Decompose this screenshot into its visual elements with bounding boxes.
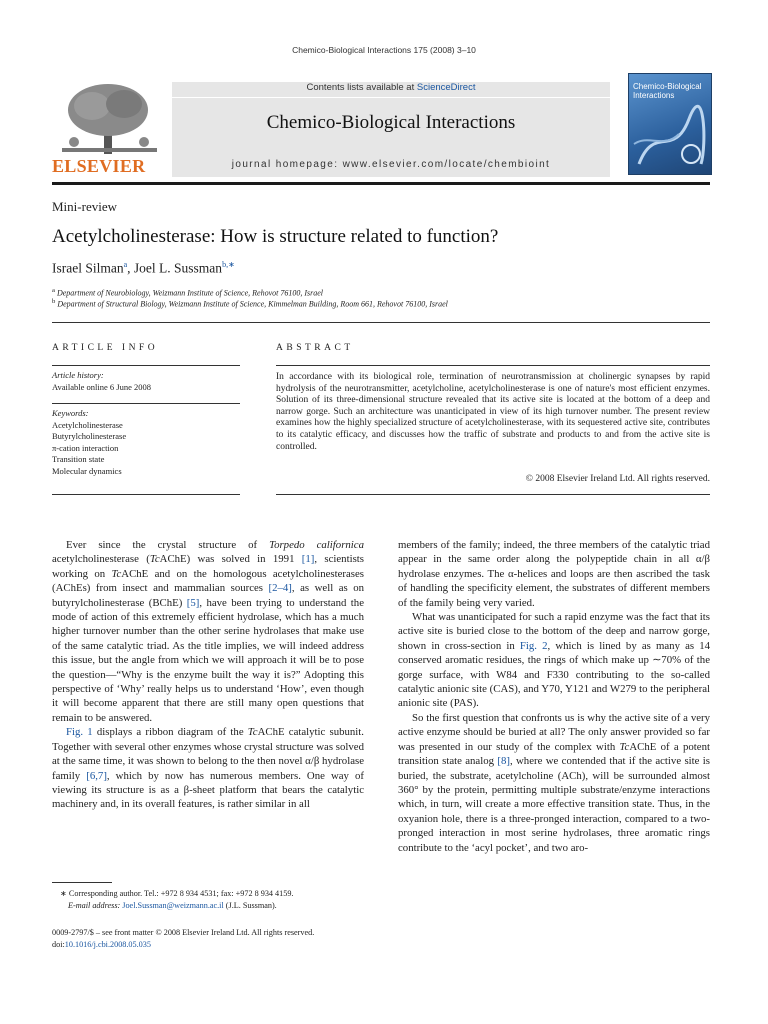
affiliation-mark: a <box>52 287 55 294</box>
body-text: So the first question that confronts us is why the active site of a very active enzyme should be buried at all? The only answer provided so far was presented in our study of the complex with <box>398 711 710 753</box>
reference-link[interactable]: [1] <box>301 553 315 566</box>
body-paragraph <box>52 725 364 811</box>
body-paragraph: members of the family; indeed, the three members of the catalytic triad appear in the same order along the polypeptide chain in all α/β hydrolase enzymes. The α-helices and loops are then ascribed the task of handling the specificity element, the substrates of different members of the family being very varied. <box>398 539 710 609</box>
abstract-text: In accordance with its biological role, termination of neurotransmission at cholinergic synapses by rapid hydrolysis of the neurotransmitter, acetylcholine, acetylcholinesterase is one of nature's most efficient enzymes. Solution of its three-dimensional structure revealed that its active site is located at the bottom of a deep and narrow gorge. Such an architecture was unanticipated in view of its high turnover number. The present review examines how the highly specialized structure of acetylcholinesterase, with its sequestered active site, contributes to its catalytic efficacy, and discusses how the traffic of substrate and products to and from the active site is controlled. <box>276 372 710 452</box>
affiliation-mark[interactable]: b,∗ <box>222 260 235 269</box>
contents-prefix: Contents lists available at <box>306 82 417 93</box>
figure-link[interactable]: Fig. 2 <box>519 639 548 652</box>
header-rule <box>52 182 710 185</box>
article-info-rule <box>52 403 240 404</box>
doi-link[interactable]: 10.1016/j.cbi.2008.05.035 <box>64 940 151 949</box>
issn-line: 0009-2797/$ – see front matter © 2008 Elsevier Ireland Ltd. All rights reserved. <box>52 928 315 937</box>
journal-homepage[interactable]: journal homepage: www.elsevier.com/locate/chembioint <box>231 159 551 170</box>
body-text: , scientists working on <box>52 553 364 580</box>
journal-title: Chemico-Biological Interactions <box>266 112 516 133</box>
affiliation-mark: b <box>52 298 56 305</box>
contents-availability <box>172 82 610 93</box>
corresponding-author-note <box>52 888 372 900</box>
body-paragraph <box>52 538 364 725</box>
reference-link[interactable]: [5] <box>186 596 200 609</box>
reference-link[interactable]: [8] <box>497 755 510 768</box>
elsevier-wordmark: ELSEVIER <box>52 156 146 176</box>
body-column-right <box>398 538 710 855</box>
body-text: , as well as on butyrylcholinesterase (BChE) <box>52 582 364 609</box>
article-info-rule <box>52 365 240 366</box>
email-note <box>52 900 388 912</box>
author-list <box>52 260 235 277</box>
body-text: AChE catalytic subunit. Together with several other enzymes whose crystal structure was solved at the same time, it was shown to belong to the then novel α/β hydrolase family <box>52 726 365 782</box>
abstract-copyright: © 2008 Elsevier Ireland Ltd. All rights reserved. <box>525 474 710 484</box>
author-name: Israel Silman <box>52 260 124 276</box>
article-history <box>52 370 240 393</box>
keyword: π-cation interaction <box>52 442 119 453</box>
abstract-heading: ABSTRACT <box>276 343 354 353</box>
article-title: Acetylcholinesterase: How is structure related to function? <box>52 226 499 247</box>
doi-line <box>52 939 314 951</box>
keyword: Acetylcholinesterase <box>52 419 123 430</box>
abstract-rule <box>276 365 710 366</box>
body-text: , which is lined by as many as 14 conserved aromatic residues, the rings of which make up ∼70% of the gorge surface, with W84 and F330 contributing to the so-called catalytic anionic site (CAS), and Y70, Y121 and W279 to the peripheral anionic site (PAS). <box>398 639 711 710</box>
reference-link[interactable]: [2–4] <box>268 582 292 595</box>
doi-prefix: doi: <box>52 940 65 949</box>
article-info-heading: ARTICLE INFO <box>52 343 159 353</box>
footnote-mark: ∗ <box>60 889 67 898</box>
affiliation-mark[interactable]: a <box>123 260 128 269</box>
body-paragraph <box>398 711 710 855</box>
species-abbrev: Tc <box>111 567 122 580</box>
affiliation-text: Department of Neurobiology, Weizmann Institute of Science, Rehovot 76100, Israel <box>56 288 323 298</box>
keywords-label: Keywords: <box>52 408 89 418</box>
title-divider <box>52 322 710 323</box>
body-column-left <box>52 538 364 812</box>
journal-citation: Chemico-Biological Interactions 175 (2008) 3–10 <box>292 45 476 55</box>
body-text: acetylcholinesterase ( <box>52 553 150 566</box>
front-matter-notice <box>52 927 314 951</box>
banner-divider <box>172 97 610 98</box>
body-text: Ever since the crystal structure of <box>66 539 270 551</box>
body-text: What was unanticipated for such a rapid enzyme was the fact that its active site is buried close to the bottom of the deep and narrow gorge, shown in cross-section in <box>398 611 710 652</box>
affiliation-a <box>52 287 323 298</box>
body-paragraph <box>398 610 710 711</box>
body-text: AChE) was solved in 1991 <box>159 553 302 566</box>
footnote-text: Corresponding author. Tel.: +972 8 934 4531; fax: +972 8 934 4159. <box>66 889 294 898</box>
footnote-rule <box>52 882 112 883</box>
email-label: E-mail address: <box>68 901 121 910</box>
figure-link[interactable]: Fig. 1 <box>66 726 93 739</box>
body-text: , which by now has numerous members. One way of viewing its structure is as a β-sheet platform that bears the catalytic machinery and, in its overall features, is rather similar in all <box>52 769 364 811</box>
reference-link[interactable]: [6,7] <box>86 769 107 782</box>
author-separator: , <box>127 260 134 276</box>
body-text: , have been trying to understand the mode of action of this extremely efficient hydrolase, which has a much higher turnover number than the other serine hydrolases that make use of the same catalytic triad. As the title implies, we will indeed address this issue, but the angle from which we will approach it will be to pose the question—“Why is the enzyme built the way it is?” Adopting this perspective of ‘Why’ really helps us to understand ‘How’, even though it will become apparent that there are still many open questions that remain to be answered. <box>52 596 364 724</box>
keyword: Transition state <box>52 454 105 464</box>
affiliation-text: Department of Structural Biology, Weizmann Institute of Science, Kimmelman Building, Room 661, Rehovot 76100, Israel <box>57 299 448 309</box>
email-link[interactable]: Joel.Sussman@weizmann.ac.il <box>122 901 224 910</box>
species-name: Torpedo californica <box>269 539 365 551</box>
keyword: Butyrylcholinesterase <box>52 431 127 441</box>
affiliation-b <box>52 298 448 309</box>
body-text: displays a ribbon diagram of the <box>92 726 248 739</box>
journal-cover-image <box>628 73 712 175</box>
history-label: Article history: <box>52 370 104 380</box>
history-value: Available online 6 June 2008 <box>52 381 151 392</box>
species-abbrev: Tc <box>247 726 258 739</box>
keywords-block <box>52 408 240 477</box>
sciencedirect-link[interactable]: ScienceDirect <box>416 82 476 93</box>
species-abbrev: Tc <box>149 553 160 566</box>
footnote-text: (J.L. Sussman). <box>223 901 277 910</box>
author-name: Joel L. Sussman <box>133 260 223 276</box>
article-info-rule <box>52 494 240 495</box>
body-text: AChE of a potent transition state analog <box>398 740 710 768</box>
species-abbrev: Tc <box>619 740 630 753</box>
keyword: Molecular dynamics <box>52 465 122 476</box>
section-type: Mini-review <box>52 199 117 214</box>
cover-title: Chemico-Biological Interactions <box>633 82 702 100</box>
body-text: , where we contended that if the active site is buried, the substrate, acetylcholine (ACh), will be surrounded almost 360° by the protein, permitting multiple substrate/enzyme interactions which, in turn, will create a more effective transition state. Thus, in the oxyanion hole, there is a three-pronged interaction, compared to a two-pronged interaction in most serine hydrolases, three aromatic rings contribute to the ‘acyl pocket’, and two aro- <box>398 755 710 854</box>
abstract-rule <box>276 494 710 495</box>
body-text: AChE and on the homologous acetylcholinesterases (AChEs) from insect and mammalian sources <box>52 567 364 595</box>
